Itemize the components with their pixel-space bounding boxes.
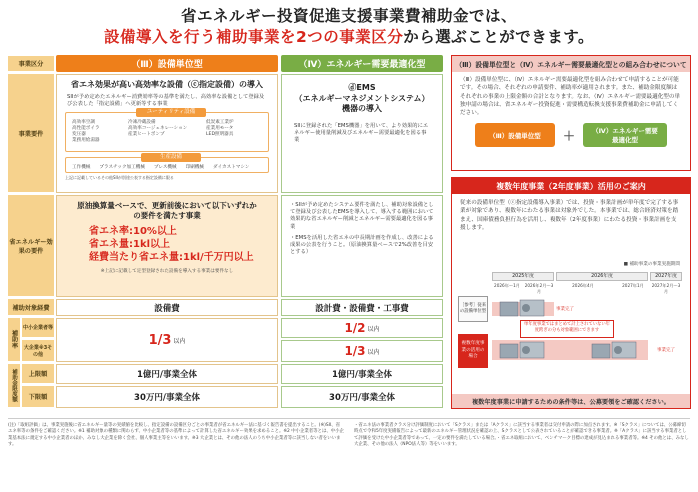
col1-req-text: SIIが予め定めたエネルギー消費効率等の基準を満たし、高効率な設備として登録及び公表した「指定設備」へ更新等する事業 [67, 94, 265, 108]
col1-sav-note: ※上記に記載して定型登録された設備を導入する事業は要件なし [100, 269, 234, 274]
label-eligible: 補助対象経費 [8, 299, 54, 316]
title-highlight: 設備導入を行う補助事業を2つの事業区分 [103, 28, 404, 46]
col1-savings [56, 195, 278, 297]
ref-label: ［参考］従来の設備単位型 [458, 296, 488, 322]
utility-label: ユーティリティ設備 [136, 108, 206, 117]
multi-year-warning: 複数年度事業に申請するための条件等は、公募要領をご確認ください。 [452, 394, 690, 408]
period-3: 2026年4月 [572, 283, 594, 288]
period-2: 2026年2月～3月 [524, 283, 554, 294]
utility-item: 高性能ボイラ [72, 126, 100, 132]
col1-sav-line3: 経費当たり省エネ量:1kl/千万円以上 [89, 252, 254, 263]
col2-rate-sme [281, 318, 443, 338]
production-item: プラスチック加工機械 [99, 165, 145, 171]
label-sme: 中小企業者等 [22, 318, 54, 338]
multi-year-title: 複数年度事業（2年度事業）活用のご案内 [452, 178, 690, 194]
utility-item: 冷凍冷蔵設備 [128, 120, 156, 126]
footnote-left: (注)「取組評価」は、事業実施後に省エネルギー量等の実績値を比較し、指定設備の設備区分ごとの事業者が省エネルギー法に基づく報告書を提出すること。(※)SII、省エネ率等の条件をご確認ください。※1 補助対象の種類に関わらず、中小企業者等の基準によって計算した省エネルギー効果を求めること。※2 中小企業者等とは、中小企業基本法に規定する中小企業者のほか、みなし大企業を除く会社、個人事業主等をいいます。※3 大企業とは、その他の法人のうち中小企業者等に該当しない者をいいます。 [8, 423, 344, 448]
done-label-ref: 事業完了 [556, 307, 574, 312]
col2-req-heading-a: ⓓEMS [348, 83, 376, 92]
utility-box [65, 109, 269, 152]
label-large: 大企業※3その他 [22, 340, 54, 362]
title-line-2 [0, 27, 698, 48]
period-5: 2027年2月～3月 [651, 283, 681, 294]
col2-req-text: SIIに登録された「EMS機器」を用いて、より効果的にエネルギー使用量削減及びエネルギー需要最適化を図る事業 [294, 122, 429, 143]
multi-label: 複数年度事業の活用の場合 [458, 334, 488, 368]
label-upper: 上限額 [22, 364, 54, 384]
footnote-right: ・省エネ法の事業者クラス分け評価制度において「Sクラス」または「Aクラス」に該当する事業者は交付申請の際に加点されます。※「Sクラス」については、公募締切時点で令和5年度実績報告によって最新のエネルギー管理状況を確認の上、Sクラスとして公表されていることが確認できる事業者。※「Aクラス」に該当する事業者として評価を受けた中小企業者等であって、一定の要件を満たしている場合。・省エネ取組において、ベンチマーク目標の達成が見込まれる事業者等。※4 その他とは、みなし大企業、その他の法人（NPO法人等）等をいいます。 [354, 423, 689, 448]
done-label-multi: 事業完了 [657, 348, 675, 353]
col2-req-heading [282, 83, 442, 115]
col2-requirements [281, 74, 443, 193]
col1-upper: 1億円/事業全体 [56, 364, 278, 384]
col1-eligible: 設備費 [56, 299, 278, 316]
utility-item: 産業ヒートポンプ [128, 132, 165, 138]
production-item: 印刷機械 [185, 165, 205, 171]
utility-item: 低炭素工業炉 [206, 120, 234, 126]
fy-2026: 2026年度 [556, 272, 648, 281]
multi-year-text: 従来の設備単位型（ⓒ指定設備導入事業）では、投資・事業計画が単年度で完了する事業が対象であり、複数年にわたる事業は対象外でした。本事業では、総合経済対策を踏まえ、国庫債務負担行為を活用し、複数年（2年度事業）にわたる投資・事業計画を支援します。 [460, 200, 679, 231]
col2-rate-large-value: 1/3 [344, 344, 366, 358]
utility-item: 業務用給湯器 [72, 138, 100, 144]
col2-rate-large [281, 340, 443, 362]
combination-title: （Ⅲ）設備単位型と（Ⅳ）エネルギー需要最適化型との組み合わせについて [452, 56, 690, 72]
col1-req-heading: 省エネ効果が高い高効率な設備（ⓒ指定設備）の導入 [71, 80, 263, 89]
utility-group-1 [72, 120, 127, 144]
page-title [0, 6, 698, 48]
label-category: 事業区分 [8, 56, 54, 72]
title-rest: から選ぶことができます。 [403, 28, 595, 46]
col2-req-heading-c: 機器の導入 [342, 104, 382, 113]
col2-lower: 30万円/事業全体 [281, 386, 443, 408]
col2-savings [281, 195, 443, 297]
col2-rate-suffix: 以内 [367, 325, 380, 333]
col2-bullet2: ・EMSを活用した省エネの中長期計画を作成し、改善による成果の公表を行うこと。（原油換算量ベースで2%改善を目安とする） [290, 234, 434, 256]
combo-unit-type-badge: （Ⅲ）設備単位型 [475, 123, 555, 147]
col2-bullet1: ・SIIが予め定めたシステム要件を満たし、補助対象設備として登録及び公表したEMSを導入して、導入する範囲において効果的な省エネルギー削減とエネルギー需要最適化を図る事業 [290, 202, 434, 230]
combo-demand-opt-badge: （Ⅳ）エネルギー需要最適化型 [583, 123, 667, 147]
utility-item: 高効率コージェネレーション [128, 126, 188, 132]
col1-rate [56, 318, 278, 362]
col2-req-heading-b: （エネルギーマネジメントシステム） [294, 93, 430, 103]
label-limit-group: 補助金限度額 [8, 364, 20, 408]
col1-requirements [56, 74, 278, 193]
col1-sav-line2: 省エネ量:1kl以上 [89, 239, 171, 250]
multi-year-panel [451, 177, 691, 409]
col2-rate-sme-value: 1/2 [344, 321, 366, 335]
footnotes [8, 418, 690, 488]
utility-item: 産業用モータ [206, 126, 234, 132]
col1-lower: 30万円/事業全体 [56, 386, 278, 408]
multi-note-box: 単年度事業ではまとめて計上されていない年度跨ぎの分も対象範囲にできます [520, 320, 614, 338]
fy-2025: 2025年度 [492, 272, 554, 281]
production-item: ダイカストマシン [213, 165, 250, 171]
label-requirements: 事業要件 [8, 74, 54, 193]
title-line-1: 省エネルギー投資促進支援事業費補助金では、 [180, 7, 517, 25]
col1-rate-value: 1/3 [148, 332, 172, 348]
col1-req-note: 上記に記載しているその他SIIが別途公表する指定設備に限る [65, 175, 174, 181]
combination-buttons [452, 123, 690, 147]
production-item: プレス機械 [153, 165, 177, 171]
combination-text: （Ⅲ）設備単位型に、（Ⅳ）エネルギー需要最適化型を組み合わせて申請することが可能です。その場合、それぞれの申請要件、補助率が適用されます。また、補助金限度額はそれぞれの事業の上限金額の合計となります。なお、（Ⅳ）エネルギー需要最適化型の単独申請の場合は、省エネルギー投資促進・需要構造転換支援事業費補助金に申請してください。 [460, 77, 681, 117]
col1-rate-suffix: 以内 [173, 337, 186, 345]
production-label: 生産設備 [141, 153, 201, 162]
col2-upper: 1億円/事業全体 [281, 364, 443, 384]
fy-2027: 2027年度 [650, 272, 682, 281]
label-savings: 省エネルギー効果の要件 [8, 195, 54, 297]
production-item: 工作機械 [72, 165, 91, 171]
timeline-legend: ■ 補助事業の事業実施期間 [623, 262, 680, 267]
combination-panel [451, 55, 691, 171]
col2-eligible: 設計費・設備費・工事費 [281, 299, 443, 316]
timeline-diagram [458, 262, 684, 388]
utility-item: 高効率空調 [72, 120, 95, 126]
equipment-icon [496, 294, 550, 322]
production-items [72, 165, 249, 171]
col2-rate-suffix: 以内 [367, 348, 380, 356]
column-header-unit-type: （Ⅲ）設備単位型 [56, 55, 278, 72]
column-header-demand-opt: （Ⅳ）エネルギー需要最適化型 [281, 55, 443, 72]
period-1: 2026年～1月 [494, 283, 520, 288]
plus-icon: ＋ [562, 128, 575, 143]
production-box [65, 154, 269, 173]
col1-sav-heading: 原油換算量ベースで、更新前後において以下いずれかの要件を満たす事業 [77, 201, 257, 220]
utility-group-3 [206, 120, 270, 138]
label-rate: 補助率 [8, 318, 20, 362]
col1-sav-line1: 省エネ率:10%以上 [89, 226, 177, 237]
utility-item: 変圧器 [72, 132, 86, 138]
label-lower: 下限額 [22, 386, 54, 408]
equipment-icon [496, 336, 646, 364]
utility-item: LED照明器具 [206, 132, 234, 138]
utility-group-2 [128, 120, 206, 138]
period-4: 2027年1月 [622, 283, 644, 288]
